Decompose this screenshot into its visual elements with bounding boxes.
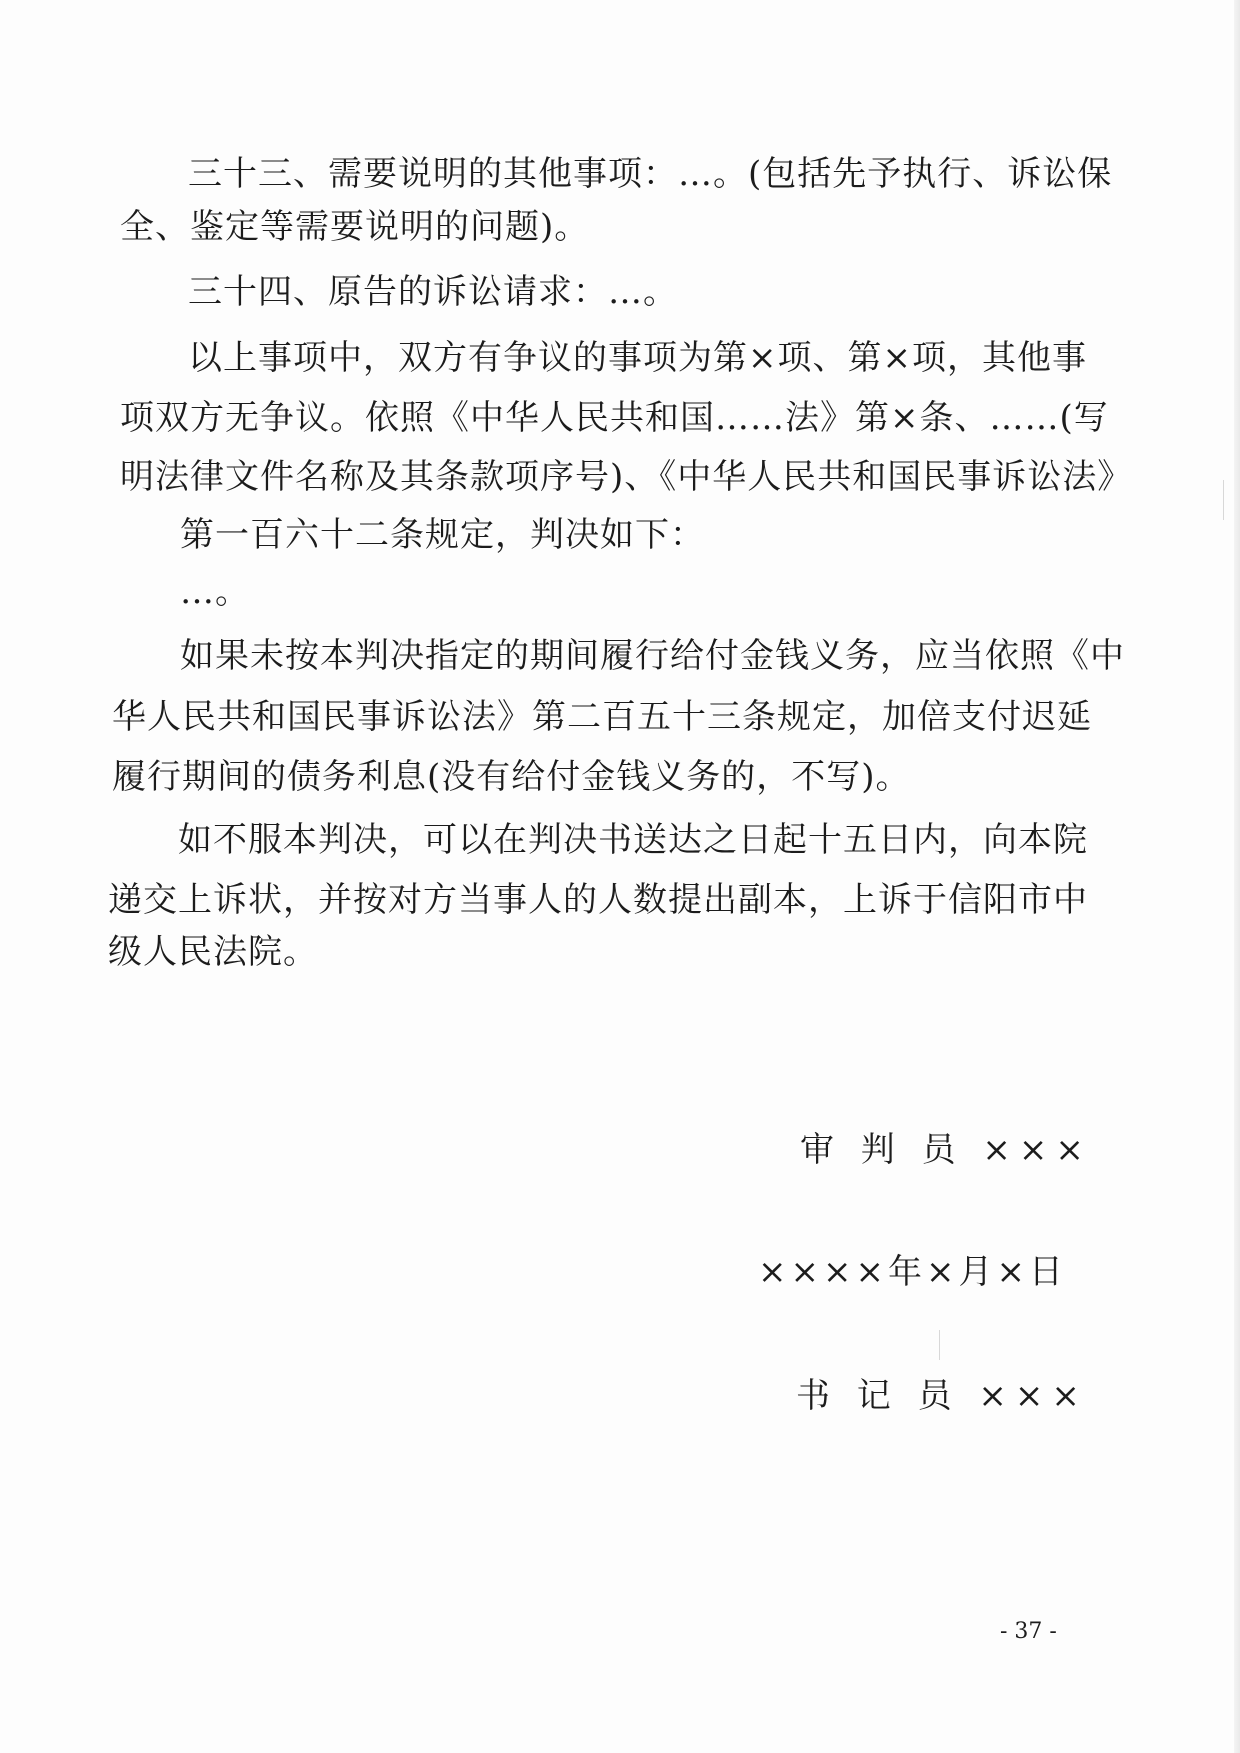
body-line: 三十四、原告的诉讼请求：…。 [188, 272, 678, 312]
body-line: 华人民共和国民事诉讼法》第二百五十三条规定，加倍支付迟延 [112, 697, 1092, 737]
body-line: 递交上诉状，并按对方当事人的人数提出副本，上诉于信阳市中 [108, 880, 1088, 920]
page-number: - 37 - [1000, 1619, 1057, 1644]
body-line: 第一百六十二条规定，判决如下： [180, 515, 705, 555]
body-line: 履行期间的债务利息(没有给付金钱义务的，不写)。 [112, 757, 911, 797]
scan-mark [1223, 480, 1224, 520]
scan-mark [939, 1330, 940, 1360]
body-line: 全、鉴定等需要说明的问题)。 [120, 207, 590, 247]
signature-clerk: 书 记 员 ××× [796, 1376, 1088, 1416]
body-line: 明法律文件名称及其条款项序号)、《中华人民共和国民事诉讼法》 [120, 457, 1133, 497]
body-line: 如果未按本判决指定的期间履行给付金钱义务，应当依照《中 [180, 636, 1125, 676]
scan-edge [1234, 0, 1240, 1753]
body-line: 项双方无争议。依照《中华人民共和国……法》第×条、……(写 [120, 398, 1109, 438]
body-line: 三十三、需要说明的其他事项：…。(包括先予执行、诉讼保 [188, 154, 1113, 194]
body-line: 如不服本判决，可以在判决书送达之日起十五日内，向本院 [178, 820, 1088, 860]
signature-judge: 审 判 员 ××× [800, 1130, 1092, 1170]
body-line: …。 [180, 572, 250, 612]
signature-date: ××××年×月×日 [758, 1252, 1067, 1292]
body-line: 级人民法院。 [108, 932, 318, 972]
body-line: 以上事项中，双方有争议的事项为第×项、第×项，其他事 [188, 338, 1087, 378]
